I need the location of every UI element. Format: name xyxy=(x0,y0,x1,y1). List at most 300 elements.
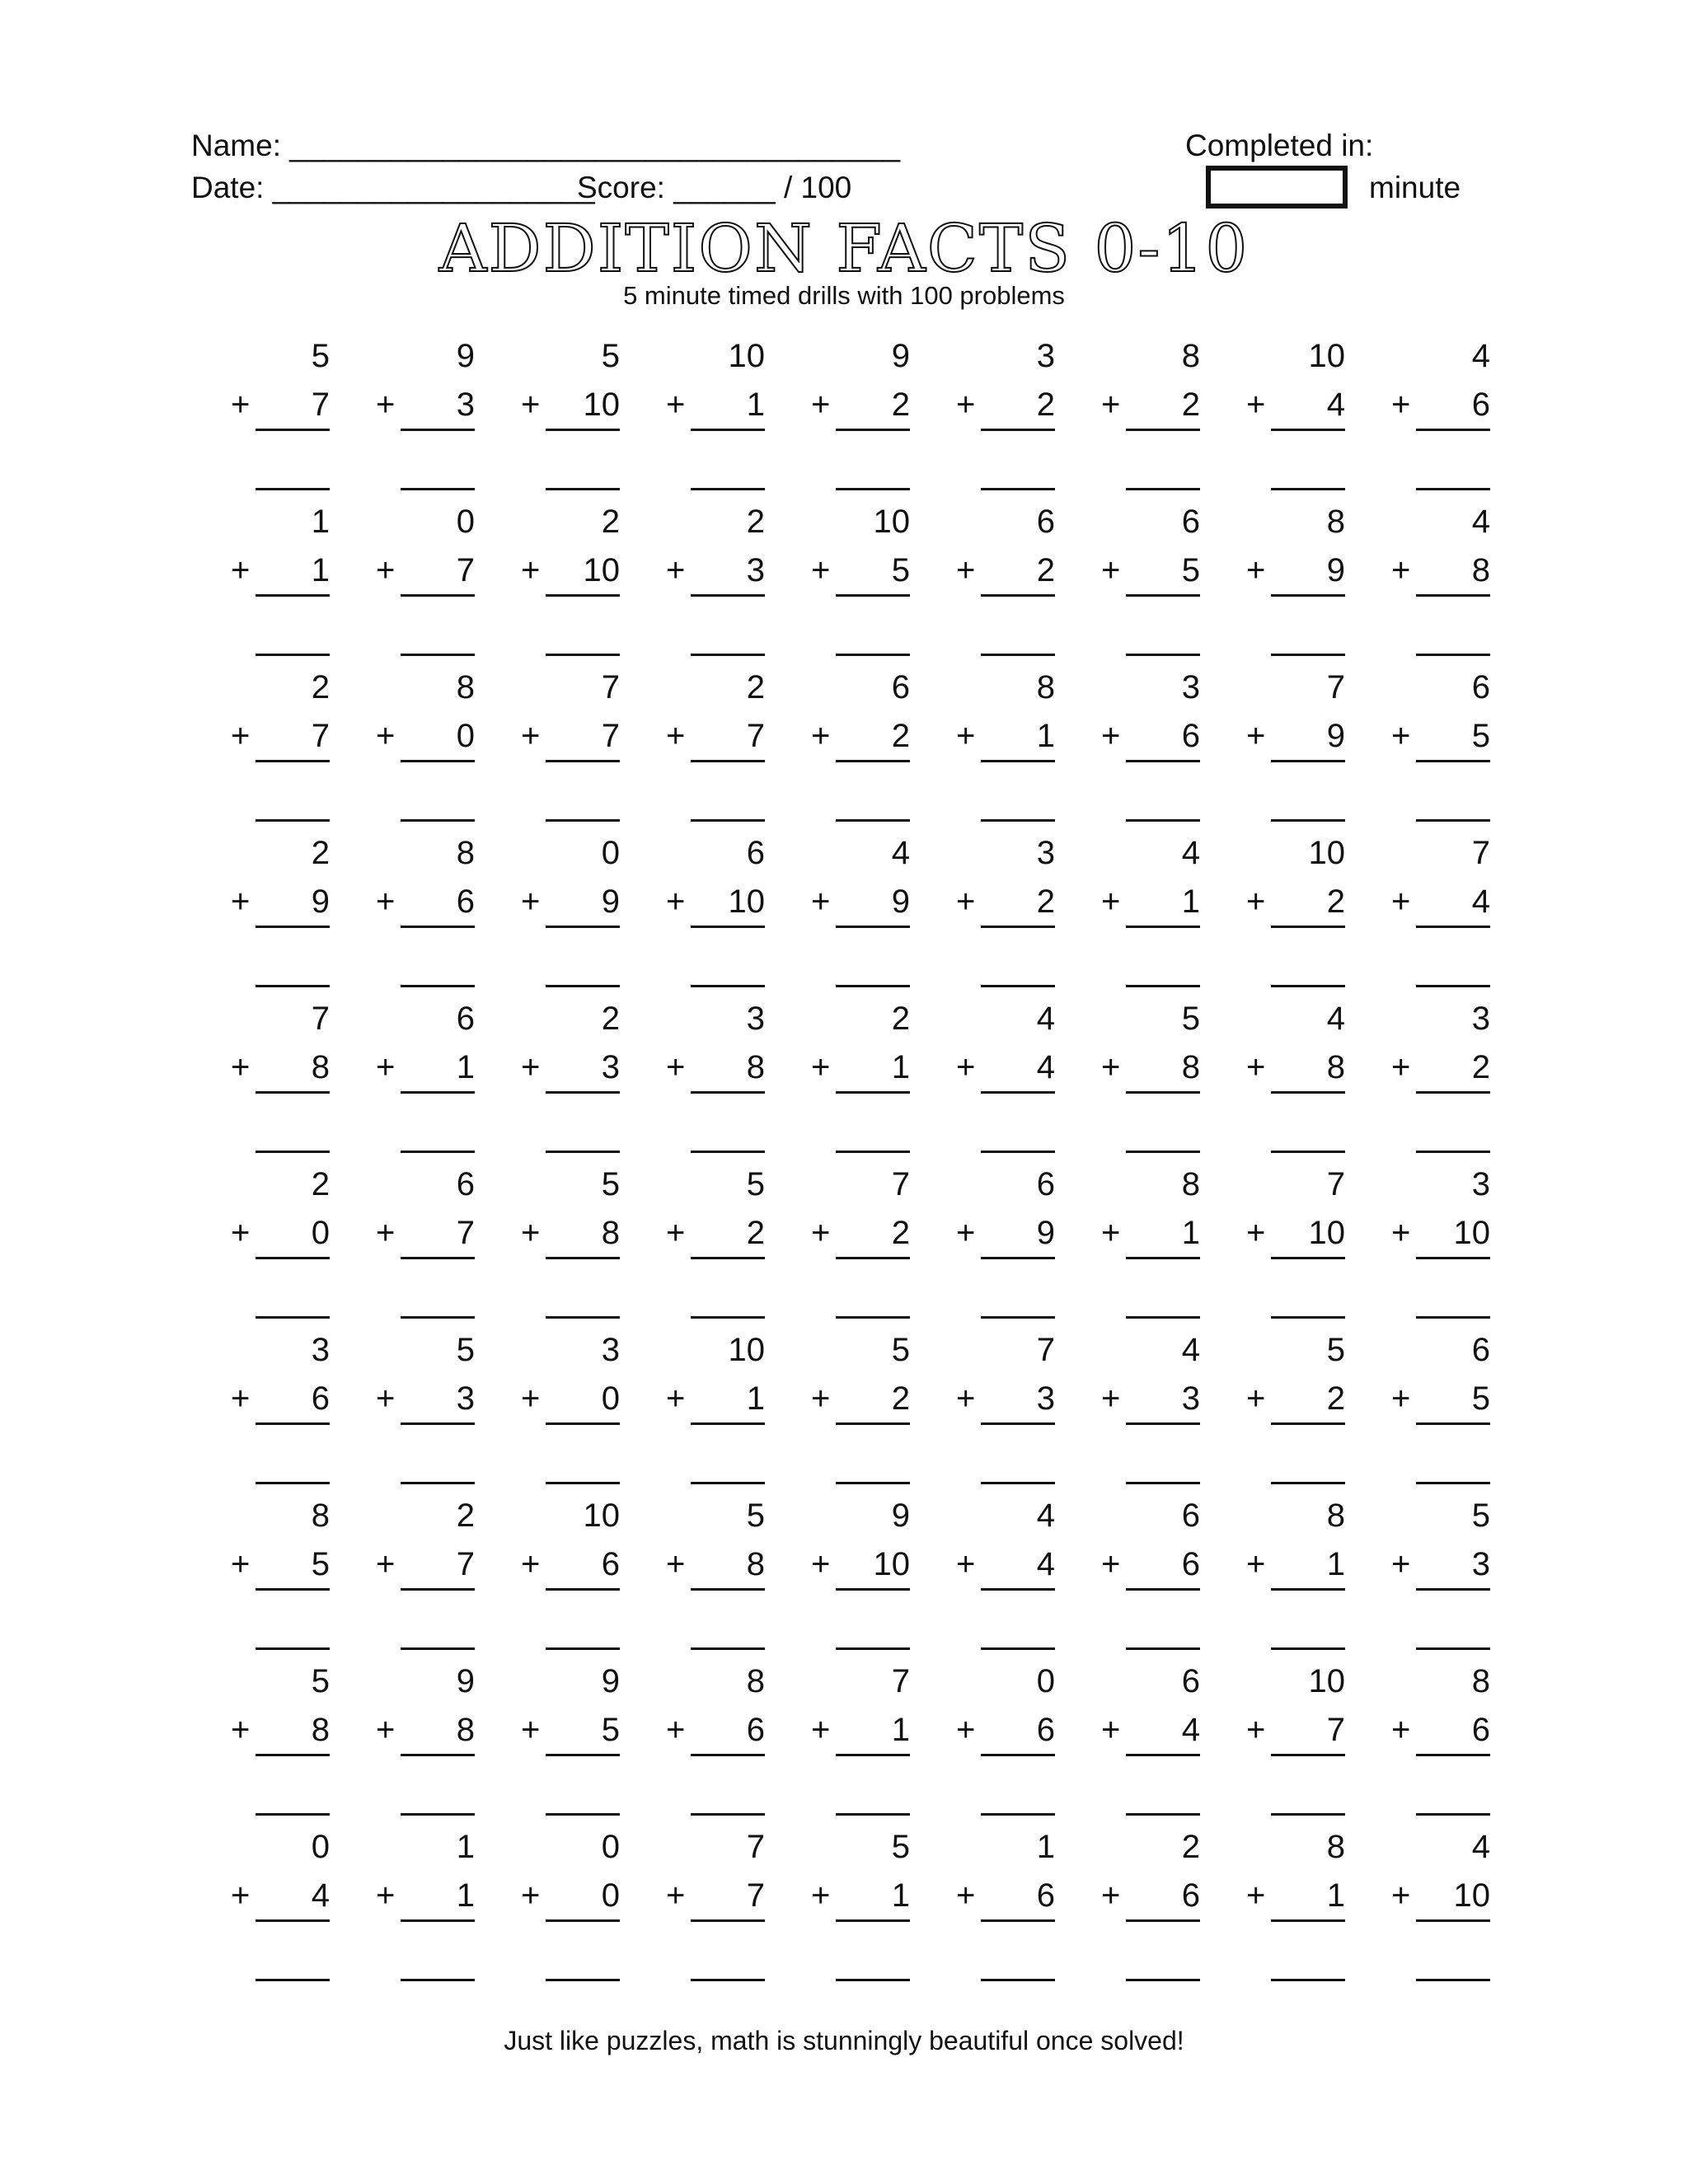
problem-10-3 xyxy=(521,1830,669,1995)
addend-bottom: 4 xyxy=(311,1877,330,1914)
answer-blank[interactable] xyxy=(1416,1482,1490,1484)
problem-3-5 xyxy=(811,671,959,836)
answer-blank[interactable] xyxy=(1126,1979,1200,1981)
problem-4-5 xyxy=(811,837,959,1001)
operand-underline xyxy=(401,760,475,762)
operand-underline xyxy=(691,760,765,762)
addend-top: 2 xyxy=(311,1166,330,1202)
answer-blank[interactable] xyxy=(836,1151,910,1153)
addend-top: 10 xyxy=(728,1332,765,1368)
answer-blank[interactable] xyxy=(981,1647,1055,1650)
addend-bottom: 7 xyxy=(601,718,620,754)
operand-underline xyxy=(1416,1754,1490,1756)
answer-blank[interactable] xyxy=(1126,985,1200,987)
answer-blank[interactable] xyxy=(691,1979,765,1981)
operand-underline xyxy=(1271,926,1345,928)
addend-top: 9 xyxy=(891,1497,910,1534)
addend-top: 7 xyxy=(1326,669,1345,705)
addend-bottom: 8 xyxy=(311,1049,330,1085)
operand-underline xyxy=(256,1091,330,1094)
answer-blank[interactable] xyxy=(546,1482,620,1484)
addend-bottom: 10 xyxy=(1453,1877,1490,1914)
problem-3-9 xyxy=(1391,671,1540,836)
answer-blank[interactable] xyxy=(1271,819,1345,822)
plus-sign: + xyxy=(956,1215,976,1251)
answer-blank[interactable] xyxy=(401,1151,475,1153)
answer-blank[interactable] xyxy=(1126,1316,1200,1319)
answer-blank[interactable] xyxy=(691,654,765,656)
operand-underline xyxy=(401,1257,475,1259)
plus-sign: + xyxy=(1101,552,1121,588)
addend-top: 6 xyxy=(1471,669,1490,705)
answer-blank[interactable] xyxy=(836,819,910,822)
plus-sign: + xyxy=(521,1215,541,1251)
operand-underline xyxy=(401,429,475,431)
answer-blank[interactable] xyxy=(256,488,330,490)
problem-8-1 xyxy=(231,1499,379,1664)
problem-3-3 xyxy=(521,671,669,836)
answer-blank[interactable] xyxy=(836,488,910,490)
answer-blank[interactable] xyxy=(836,1482,910,1484)
operand-underline xyxy=(546,594,620,597)
plus-sign: + xyxy=(811,1877,831,1914)
addend-bottom: 5 xyxy=(311,1546,330,1582)
problem-2-4 xyxy=(666,505,814,670)
answer-blank[interactable] xyxy=(256,1979,330,1981)
answer-blank[interactable] xyxy=(1416,654,1490,656)
addend-bottom: 9 xyxy=(1326,718,1345,754)
addend-bottom: 10 xyxy=(583,552,620,588)
answer-blank[interactable] xyxy=(691,1316,765,1319)
plus-sign: + xyxy=(956,1877,976,1914)
problem-10-5 xyxy=(811,1830,959,1995)
addend-bottom: 9 xyxy=(1326,552,1345,588)
plus-sign: + xyxy=(1246,1877,1266,1914)
answer-blank[interactable] xyxy=(1126,1151,1200,1153)
operand-underline xyxy=(691,1588,765,1591)
addend-bottom: 2 xyxy=(1181,387,1200,423)
plus-sign: + xyxy=(521,1380,541,1417)
plus-sign: + xyxy=(811,718,831,754)
operand-underline xyxy=(691,429,765,431)
problem-9-5 xyxy=(811,1665,959,1830)
problem-1-8 xyxy=(1246,340,1395,504)
addend-top: 6 xyxy=(1471,1332,1490,1368)
problem-4-4 xyxy=(666,837,814,1001)
answer-blank[interactable] xyxy=(401,985,475,987)
plus-sign: + xyxy=(956,552,976,588)
answer-blank[interactable] xyxy=(836,654,910,656)
addend-top: 7 xyxy=(746,1829,765,1865)
operand-underline xyxy=(1126,429,1200,431)
problem-7-8 xyxy=(1246,1333,1395,1498)
plus-sign: + xyxy=(666,883,686,920)
addend-top: 4 xyxy=(1326,1001,1345,1037)
operand-underline xyxy=(546,1257,620,1259)
answer-blank[interactable] xyxy=(256,1151,330,1153)
answer-blank[interactable] xyxy=(836,1979,910,1981)
addend-bottom: 10 xyxy=(873,1546,910,1582)
answer-blank[interactable] xyxy=(401,1979,475,1981)
addend-top: 6 xyxy=(1181,504,1200,540)
operand-underline xyxy=(401,1422,475,1425)
plus-sign: + xyxy=(376,1546,396,1582)
answer-blank[interactable] xyxy=(256,1316,330,1319)
addend-top: 8 xyxy=(1036,669,1055,705)
answer-blank[interactable] xyxy=(1271,1647,1345,1650)
addend-top: 3 xyxy=(601,1332,620,1368)
problem-9-6 xyxy=(956,1665,1104,1830)
problem-7-9 xyxy=(1391,1333,1540,1498)
operand-underline xyxy=(256,1754,330,1756)
plus-sign: + xyxy=(1246,1049,1266,1085)
addend-top: 10 xyxy=(1308,338,1345,374)
operand-underline xyxy=(691,1091,765,1094)
plus-sign: + xyxy=(956,387,976,423)
operand-underline xyxy=(1271,760,1345,762)
plus-sign: + xyxy=(231,718,251,754)
plus-sign: + xyxy=(1391,1546,1411,1582)
addend-top: 4 xyxy=(891,835,910,871)
problem-4-9 xyxy=(1391,837,1540,1001)
addend-top: 8 xyxy=(456,669,475,705)
addend-top: 9 xyxy=(456,1663,475,1699)
addend-bottom: 7 xyxy=(1326,1712,1345,1748)
answer-blank[interactable] xyxy=(981,1151,1055,1153)
answer-blank[interactable] xyxy=(691,488,765,490)
answer-blank[interactable] xyxy=(1416,488,1490,490)
answer-blank[interactable] xyxy=(401,488,475,490)
problem-1-6 xyxy=(956,340,1104,504)
operand-underline xyxy=(401,1091,475,1094)
operand-underline xyxy=(981,926,1055,928)
addend-bottom: 3 xyxy=(1471,1546,1490,1582)
addend-bottom: 2 xyxy=(1036,552,1055,588)
answer-blank[interactable] xyxy=(1271,488,1345,490)
operand-underline xyxy=(1271,1588,1345,1591)
addend-bottom: 10 xyxy=(1308,1215,1345,1251)
addend-top: 1 xyxy=(311,504,330,540)
operand-underline xyxy=(1416,1588,1490,1591)
minute-label: minute xyxy=(1369,171,1461,204)
addend-bottom: 2 xyxy=(746,1215,765,1251)
addend-top: 9 xyxy=(456,338,475,374)
addend-top: 7 xyxy=(1471,835,1490,871)
addend-bottom: 1 xyxy=(891,1877,910,1914)
problem-7-7 xyxy=(1101,1333,1250,1498)
answer-blank[interactable] xyxy=(1271,1151,1345,1153)
answer-blank[interactable] xyxy=(256,819,330,822)
addend-top: 3 xyxy=(1471,1001,1490,1037)
problem-3-6 xyxy=(956,671,1104,836)
answer-blank[interactable] xyxy=(546,1151,620,1153)
problem-3-8 xyxy=(1246,671,1395,836)
answer-blank[interactable] xyxy=(1126,1482,1200,1484)
addend-top: 2 xyxy=(311,669,330,705)
operand-underline xyxy=(1126,1422,1200,1425)
operand-underline xyxy=(256,1919,330,1922)
answer-blank[interactable] xyxy=(981,1316,1055,1319)
answer-blank[interactable] xyxy=(836,1813,910,1816)
addend-top: 7 xyxy=(1036,1332,1055,1368)
operand-underline xyxy=(1416,1422,1490,1425)
addend-top: 4 xyxy=(1471,504,1490,540)
plus-sign: + xyxy=(956,883,976,920)
addend-top: 10 xyxy=(728,338,765,374)
answer-blank[interactable] xyxy=(691,1151,765,1153)
plus-sign: + xyxy=(231,387,251,423)
plus-sign: + xyxy=(666,1380,686,1417)
problem-9-3 xyxy=(521,1665,669,1830)
problem-2-2 xyxy=(376,505,524,670)
answer-blank[interactable] xyxy=(256,654,330,656)
addend-top: 2 xyxy=(601,1001,620,1037)
addend-top: 4 xyxy=(1036,1001,1055,1037)
addend-top: 10 xyxy=(1308,1663,1345,1699)
addend-top: 5 xyxy=(1326,1332,1345,1368)
answer-blank[interactable] xyxy=(1126,1813,1200,1816)
answer-blank[interactable] xyxy=(1416,985,1490,987)
answer-blank[interactable] xyxy=(1271,1979,1345,1981)
plus-sign: + xyxy=(1391,1049,1411,1085)
answer-blank[interactable] xyxy=(546,1813,620,1816)
answer-blank[interactable] xyxy=(1416,1151,1490,1153)
operand-underline xyxy=(981,1091,1055,1094)
operand-underline xyxy=(981,594,1055,597)
answer-blank[interactable] xyxy=(691,1647,765,1650)
problem-1-1 xyxy=(231,340,379,504)
addend-top: 6 xyxy=(891,669,910,705)
addend-top: 5 xyxy=(746,1166,765,1202)
problem-5-4 xyxy=(666,1002,814,1167)
addend-bottom: 0 xyxy=(311,1215,330,1251)
answer-blank[interactable] xyxy=(1271,985,1345,987)
addend-top: 5 xyxy=(746,1497,765,1534)
answer-blank[interactable] xyxy=(981,819,1055,822)
addend-top: 4 xyxy=(1471,338,1490,374)
plus-sign: + xyxy=(376,1380,396,1417)
addend-bottom: 8 xyxy=(456,1712,475,1748)
answer-blank[interactable] xyxy=(981,488,1055,490)
plus-sign: + xyxy=(376,1712,396,1748)
answer-blank[interactable] xyxy=(981,1979,1055,1981)
addend-bottom: 5 xyxy=(891,552,910,588)
problem-5-6 xyxy=(956,1002,1104,1167)
problem-3-2 xyxy=(376,671,524,836)
addend-bottom: 8 xyxy=(746,1546,765,1582)
answer-blank[interactable] xyxy=(981,1813,1055,1816)
addend-bottom: 8 xyxy=(601,1215,620,1251)
answer-blank[interactable] xyxy=(546,1316,620,1319)
addend-top: 8 xyxy=(456,835,475,871)
addend-top: 4 xyxy=(1471,1829,1490,1865)
addend-top: 2 xyxy=(746,504,765,540)
plus-sign: + xyxy=(811,552,831,588)
answer-blank[interactable] xyxy=(256,1813,330,1816)
addend-top: 9 xyxy=(891,338,910,374)
page-title: ADDITION FACTS 0-10 xyxy=(438,210,1250,287)
answer-blank[interactable] xyxy=(1271,1316,1345,1319)
answer-blank[interactable] xyxy=(1416,1813,1490,1816)
problem-6-3 xyxy=(521,1168,669,1333)
problem-6-8 xyxy=(1246,1168,1395,1333)
addend-bottom: 6 xyxy=(1036,1877,1055,1914)
addend-top: 0 xyxy=(456,504,475,540)
addend-top: 1 xyxy=(456,1829,475,1865)
problem-8-9 xyxy=(1391,1499,1540,1664)
answer-blank[interactable] xyxy=(546,819,620,822)
answer-blank[interactable] xyxy=(1271,654,1345,656)
problem-7-1 xyxy=(231,1333,379,1498)
addend-bottom: 9 xyxy=(601,883,620,920)
addend-top: 5 xyxy=(601,338,620,374)
problem-5-8 xyxy=(1246,1002,1395,1167)
plus-sign: + xyxy=(666,387,686,423)
answer-blank[interactable] xyxy=(691,1482,765,1484)
answer-blank[interactable] xyxy=(836,1316,910,1319)
answer-blank[interactable] xyxy=(546,985,620,987)
addend-bottom: 7 xyxy=(311,718,330,754)
addend-bottom: 1 xyxy=(311,552,330,588)
operand-underline xyxy=(1416,926,1490,928)
plus-sign: + xyxy=(956,1380,976,1417)
plus-sign: + xyxy=(666,1546,686,1582)
answer-blank[interactable] xyxy=(546,1647,620,1650)
answer-blank[interactable] xyxy=(401,819,475,822)
operand-underline xyxy=(836,1422,910,1425)
answer-blank[interactable] xyxy=(401,1316,475,1319)
plus-sign: + xyxy=(811,1712,831,1748)
plus-sign: + xyxy=(1246,718,1266,754)
answer-blank[interactable] xyxy=(836,985,910,987)
problem-5-2 xyxy=(376,1002,524,1167)
addend-top: 6 xyxy=(1036,504,1055,540)
answer-blank[interactable] xyxy=(401,654,475,656)
answer-blank[interactable] xyxy=(691,985,765,987)
answer-blank[interactable] xyxy=(981,654,1055,656)
answer-blank[interactable] xyxy=(401,1482,475,1484)
answer-blank[interactable] xyxy=(1416,1316,1490,1319)
plus-sign: + xyxy=(376,1215,396,1251)
problem-1-5 xyxy=(811,340,959,504)
addend-bottom: 7 xyxy=(456,552,475,588)
answer-blank[interactable] xyxy=(546,654,620,656)
plus-sign: + xyxy=(811,387,831,423)
plus-sign: + xyxy=(956,718,976,754)
problem-6-6 xyxy=(956,1168,1104,1333)
addend-top: 5 xyxy=(891,1829,910,1865)
operand-underline xyxy=(691,1422,765,1425)
problem-6-4 xyxy=(666,1168,814,1333)
answer-blank[interactable] xyxy=(1271,1482,1345,1484)
answer-blank[interactable] xyxy=(1126,819,1200,822)
operand-underline xyxy=(981,1754,1055,1756)
answer-blank[interactable] xyxy=(1126,654,1200,656)
plus-sign: + xyxy=(231,1049,251,1085)
addend-top: 10 xyxy=(1308,835,1345,871)
operand-underline xyxy=(981,1422,1055,1425)
name-label: Name: ____________________________________ xyxy=(191,129,901,162)
problem-7-5 xyxy=(811,1333,959,1498)
answer-blank[interactable] xyxy=(1416,1647,1490,1650)
answer-blank[interactable] xyxy=(1126,1647,1200,1650)
plus-sign: + xyxy=(1101,1712,1121,1748)
addend-bottom: 4 xyxy=(1471,883,1490,920)
addend-bottom: 2 xyxy=(891,718,910,754)
addend-bottom: 8 xyxy=(1471,552,1490,588)
plus-sign: + xyxy=(376,718,396,754)
addend-bottom: 6 xyxy=(1036,1712,1055,1748)
problem-4-3 xyxy=(521,837,669,1001)
plus-sign: + xyxy=(231,1380,251,1417)
addend-bottom: 6 xyxy=(1471,387,1490,423)
addend-bottom: 2 xyxy=(891,1380,910,1417)
answer-blank[interactable] xyxy=(256,1482,330,1484)
plus-sign: + xyxy=(1246,387,1266,423)
answer-blank[interactable] xyxy=(401,1647,475,1650)
answer-blank[interactable] xyxy=(836,1647,910,1650)
plus-sign: + xyxy=(811,1049,831,1085)
answer-blank[interactable] xyxy=(546,1979,620,1981)
addend-bottom: 9 xyxy=(311,883,330,920)
answer-blank[interactable] xyxy=(256,1647,330,1650)
operand-underline xyxy=(546,1754,620,1756)
operand-underline xyxy=(836,926,910,928)
plus-sign: + xyxy=(1391,718,1411,754)
addend-bottom: 6 xyxy=(601,1546,620,1582)
addend-top: 6 xyxy=(456,1001,475,1037)
addend-bottom: 1 xyxy=(1181,1215,1200,1251)
operand-underline xyxy=(1416,1091,1490,1094)
answer-blank[interactable] xyxy=(1416,1979,1490,1981)
answer-blank[interactable] xyxy=(256,985,330,987)
plus-sign: + xyxy=(521,387,541,423)
answer-blank[interactable] xyxy=(981,1482,1055,1484)
answer-blank[interactable] xyxy=(546,488,620,490)
operand-underline xyxy=(1271,1091,1345,1094)
answer-blank[interactable] xyxy=(1271,1813,1345,1816)
addend-bottom: 1 xyxy=(1181,883,1200,920)
answer-blank[interactable] xyxy=(1126,488,1200,490)
addend-bottom: 2 xyxy=(1036,387,1055,423)
answer-blank[interactable] xyxy=(401,1813,475,1816)
operand-underline xyxy=(1416,594,1490,597)
plus-sign: + xyxy=(956,1546,976,1582)
addend-top: 2 xyxy=(1181,1829,1200,1865)
problem-7-3 xyxy=(521,1333,669,1498)
addend-top: 6 xyxy=(1181,1497,1200,1534)
addend-bottom: 8 xyxy=(311,1712,330,1748)
problem-8-7 xyxy=(1101,1499,1250,1664)
operand-underline xyxy=(836,594,910,597)
operand-underline xyxy=(836,1919,910,1922)
answer-blank[interactable] xyxy=(1416,819,1490,822)
answer-blank[interactable] xyxy=(691,819,765,822)
answer-blank[interactable] xyxy=(981,985,1055,987)
problem-5-7 xyxy=(1101,1002,1250,1167)
addend-top: 7 xyxy=(1326,1166,1345,1202)
operand-underline xyxy=(981,1919,1055,1922)
answer-blank[interactable] xyxy=(691,1813,765,1816)
addend-bottom: 1 xyxy=(1326,1877,1345,1914)
addend-top: 4 xyxy=(1036,1497,1055,1534)
problem-3-1 xyxy=(231,671,379,836)
addend-bottom: 7 xyxy=(456,1215,475,1251)
addend-bottom: 7 xyxy=(746,1877,765,1914)
plus-sign: + xyxy=(1246,1546,1266,1582)
problem-6-1 xyxy=(231,1168,379,1333)
operand-underline xyxy=(256,1257,330,1259)
